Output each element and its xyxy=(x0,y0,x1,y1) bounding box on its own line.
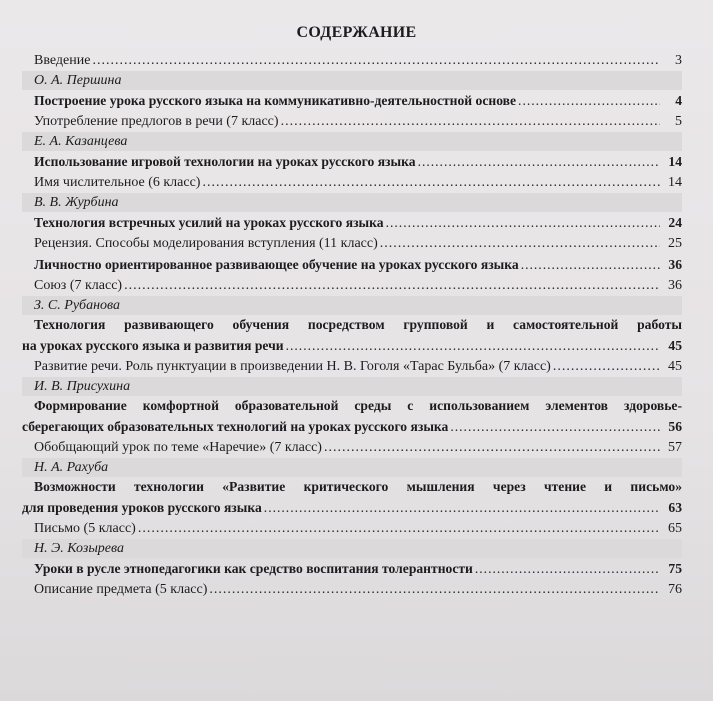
dot-leader xyxy=(521,254,660,275)
toc-page-number: 57 xyxy=(668,440,682,455)
author-name: И. В. Присухина xyxy=(22,377,682,396)
dot-leader xyxy=(553,356,660,377)
toc-entry-title: Описание предмета (5 класс) xyxy=(34,582,208,597)
dot-leader xyxy=(202,172,660,193)
toc-entry-title: Письмо (5 класс) xyxy=(34,521,136,536)
toc-entry-title: Развитие речи. Роль пунктуации в произведении Н. В. Гоголя «Тарас Бульба» (7 класс) xyxy=(34,359,551,374)
toc-entry-title-line: Формирование комфортной образовательной среды с использованием элементов здоровье- xyxy=(34,398,682,413)
toc-entry-intro[interactable] xyxy=(22,50,682,71)
dot-leader xyxy=(92,50,660,71)
dot-leader xyxy=(281,111,660,132)
toc-entry[interactable] xyxy=(22,558,682,579)
dot-leader xyxy=(209,579,660,600)
author-name: Н. А. Рахуба xyxy=(22,458,682,477)
toc-page-number: 36 xyxy=(668,257,682,272)
author-name: Е. А. Казанцева xyxy=(22,132,682,151)
dot-leader xyxy=(518,90,660,111)
toc-entry[interactable] xyxy=(22,416,682,437)
dot-leader xyxy=(380,233,660,254)
toc-entry[interactable] xyxy=(22,111,682,132)
toc-entry[interactable] xyxy=(22,356,682,377)
toc-entry-title: Введение xyxy=(34,53,91,68)
toc-page-number: 14 xyxy=(668,175,682,190)
toc-entry-title: сберегающих образовательных технологий на уроках русского языка xyxy=(22,419,449,434)
toc-page-number: 56 xyxy=(668,419,682,434)
toc-entry-title: Уроки в русле этнопедагогики как средство воспитания толерантности xyxy=(34,561,473,576)
dot-leader xyxy=(450,416,660,437)
toc-entry-title-line: Технология развивающего обучения посредством групповой и самостоятельной работы xyxy=(34,317,682,332)
toc-entry[interactable] xyxy=(22,212,682,233)
toc-entry-title-line: Возможности технологии «Развитие критического мышления через чтение и письмо» xyxy=(34,479,682,494)
toc-entry[interactable] xyxy=(22,172,682,193)
toc-entry[interactable] xyxy=(22,233,682,254)
dot-leader xyxy=(264,497,660,518)
dot-leader xyxy=(138,518,660,539)
toc-entry[interactable] xyxy=(22,254,682,275)
toc-page-number: 3 xyxy=(675,53,682,68)
toc-entry-title: Построение урока русского языка на коммуникативно-деятельностной основе xyxy=(34,93,517,108)
toc-entry[interactable] xyxy=(22,151,682,172)
toc-entry-title: Имя числительное (6 класс) xyxy=(34,175,201,190)
toc-entry-title: Личностно ориентированное развивающее обучение на уроках русского языка xyxy=(34,257,519,272)
toc-entry-title: Рецензия. Способы моделирования вступления (11 класс) xyxy=(34,236,378,251)
dot-leader xyxy=(324,437,660,458)
toc-page-number: 65 xyxy=(668,521,682,536)
dot-leader xyxy=(386,212,660,233)
toc-entry[interactable] xyxy=(22,579,682,600)
toc-entry-title: Технология встречных усилий на уроках русского языка xyxy=(34,215,384,230)
toc-page-number: 25 xyxy=(668,236,682,251)
toc-entry[interactable] xyxy=(22,437,682,458)
table-of-contents xyxy=(22,50,682,600)
toc-page-number: 76 xyxy=(668,582,682,597)
toc-entry-title: Союз (7 класс) xyxy=(34,278,123,293)
toc-entry[interactable] xyxy=(22,497,682,518)
toc-page-number: 4 xyxy=(675,93,682,108)
toc-entry[interactable] xyxy=(22,518,682,539)
dot-leader xyxy=(124,275,660,296)
dot-leader xyxy=(475,558,660,579)
author-name: Н. Э. Козырева xyxy=(22,539,682,558)
author-name: З. С. Рубанова xyxy=(22,296,682,315)
toc-entry[interactable] xyxy=(22,90,682,111)
author-name: О. А. Першина xyxy=(22,71,682,90)
toc-entry[interactable] xyxy=(22,335,682,356)
page-title: СОДЕРЖАНИЕ xyxy=(296,24,417,41)
dot-leader xyxy=(418,151,660,172)
toc-page-number: 45 xyxy=(668,338,682,353)
dot-leader xyxy=(286,335,660,356)
toc-page-number: 5 xyxy=(675,114,682,129)
toc-page-number: 63 xyxy=(668,500,682,515)
toc-entry-title: на уроках русского языка и развития речи xyxy=(22,338,284,353)
toc-page-number: 45 xyxy=(668,359,682,374)
toc-page-number: 75 xyxy=(668,561,682,576)
toc-page-number: 24 xyxy=(668,215,682,230)
toc-entry-title: Обобщающий урок по теме «Наречие» (7 класс) xyxy=(34,440,322,455)
toc-entry-title: для проведения уроков русского языка xyxy=(22,500,262,515)
toc-page-number: 36 xyxy=(668,278,682,293)
author-name: В. В. Журбина xyxy=(22,193,682,212)
toc-entry-title: Употребление предлогов в речи (7 класс) xyxy=(34,114,279,129)
toc-page-number: 14 xyxy=(668,154,682,169)
toc-entry[interactable] xyxy=(22,275,682,296)
toc-entry-title: Использование игровой технологии на уроках русского языка xyxy=(34,154,416,169)
